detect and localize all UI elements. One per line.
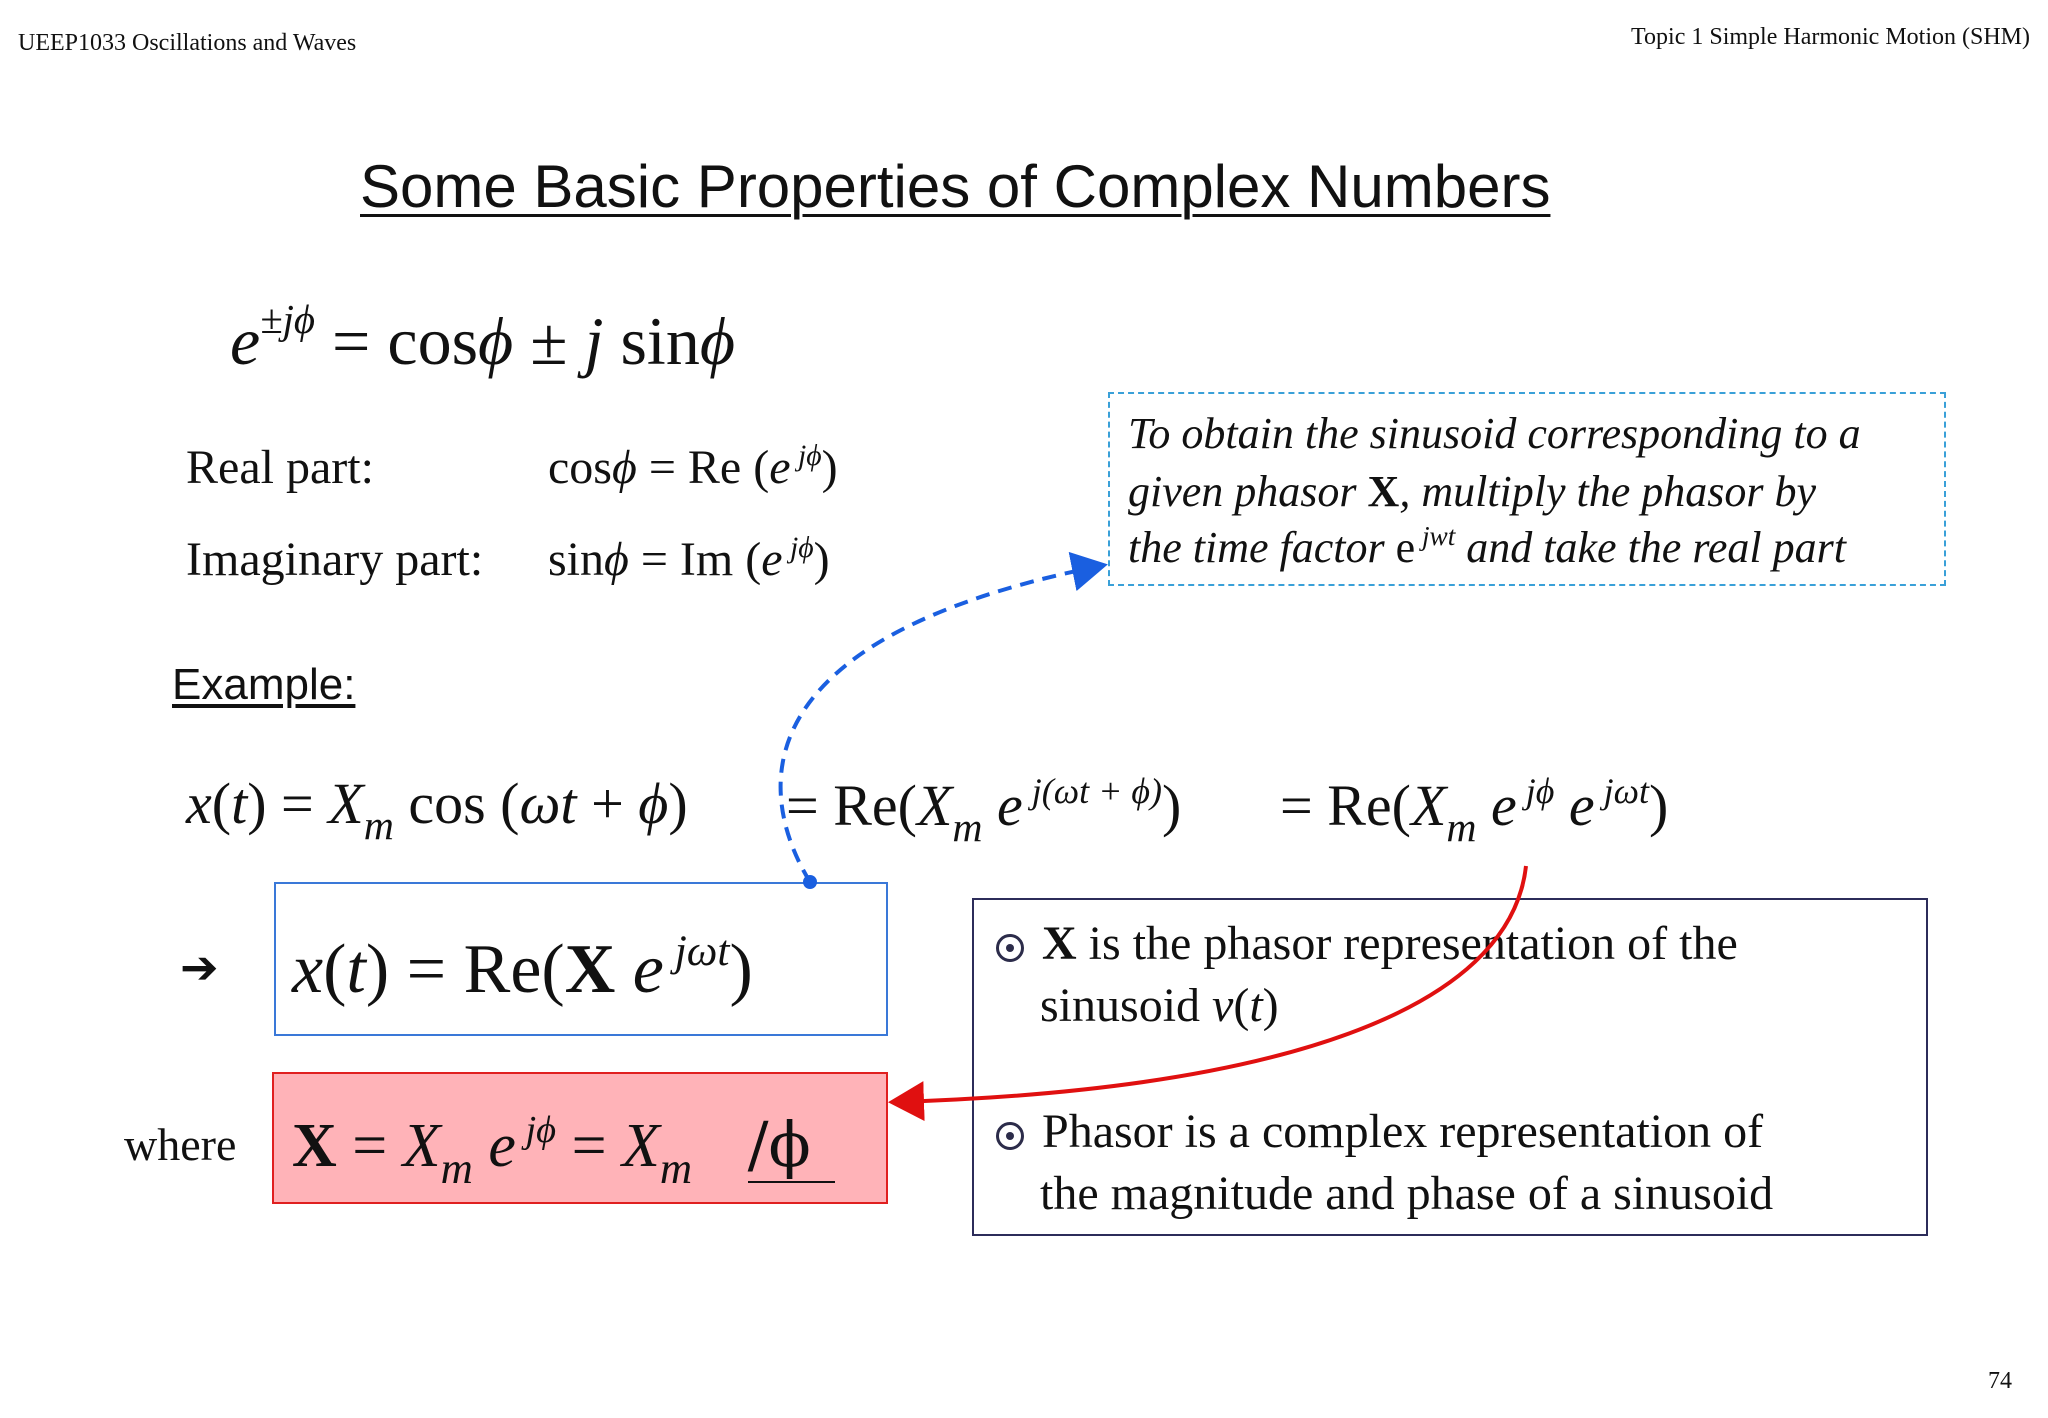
- angle-phi: /ϕ: [748, 1108, 835, 1183]
- bullet-1-line-2: [1040, 978, 1279, 1033]
- callout-line-3: [1128, 522, 1846, 573]
- page-number: 74: [1988, 1368, 2012, 1394]
- real-re: = Re (: [636, 441, 770, 494]
- ex-X: X: [328, 771, 364, 836]
- bullet-2-text: Phasor is a complex representation of: [1042, 1105, 1764, 1158]
- bullet-2-icon: [996, 1122, 1024, 1150]
- imag-close: ): [813, 533, 830, 586]
- where-label: where: [124, 1119, 237, 1170]
- bullet-1-line-1: [996, 916, 1738, 971]
- callout-e: e: [1395, 523, 1416, 572]
- res-e: e: [632, 931, 664, 1008]
- bullet-2-line-2: the magnitude and phase of a sinusoid: [1040, 1167, 1774, 1220]
- euler-phi-2: ϕ: [699, 303, 736, 379]
- res-X: X: [564, 931, 616, 1008]
- imag-part-formula: [548, 532, 830, 587]
- ph-m2: m: [659, 1142, 693, 1193]
- bullet-1-open: (: [1233, 979, 1250, 1032]
- imag-exp: jϕ: [782, 530, 814, 564]
- callout-line2-c: , multiply the phasor by: [1399, 467, 1817, 516]
- ex-e2: e: [1491, 773, 1517, 838]
- ex-close3: ): [1649, 773, 1669, 838]
- bullet-1-text: is the phasor representation of the: [1076, 917, 1738, 970]
- bullet-1-close: ): [1262, 979, 1279, 1032]
- topic-header: Topic 1 Simple Harmonic Motion (SHM): [1631, 24, 2030, 50]
- ex-exp3: jωt: [1594, 770, 1649, 811]
- ex-X3: X: [1410, 773, 1447, 838]
- example-equation-part3: [1280, 770, 1669, 851]
- ph-eq: =: [336, 1112, 403, 1180]
- example-equation-part1: $x(t) = X_m$ cos (ωt + ϕ): [186, 771, 688, 849]
- ph-Xm2: X: [622, 1112, 660, 1180]
- real-cos: cos: [548, 441, 612, 494]
- euler-j: j: [584, 303, 604, 379]
- ex-eq2: = Re(: [786, 773, 917, 838]
- ph-e: e: [488, 1112, 516, 1180]
- callout-phasor-x: X: [1367, 467, 1400, 516]
- euler-phi-1: ϕ: [478, 303, 514, 379]
- res-re: = Re(: [389, 931, 565, 1008]
- example-equation-part2: [786, 770, 1182, 851]
- euler-e: e: [230, 303, 261, 379]
- res-close: ): [729, 931, 753, 1008]
- bullet-1-icon: [996, 934, 1024, 962]
- result-equation: x(t) = Re(X e $^{j\omega t}$): [292, 927, 753, 1008]
- ex-X2: X: [916, 773, 953, 838]
- imag-part-label: Imaginary part:: [186, 533, 484, 586]
- course-header: UEEP1033 Oscillations and Waves: [18, 30, 357, 56]
- imag-sin: sin: [548, 533, 605, 586]
- callout-line-1: To obtain the sinusoid corresponding to a: [1128, 409, 1861, 458]
- real-exp: jϕ: [790, 438, 822, 472]
- bullet-1-t: t: [1249, 979, 1263, 1032]
- ex-m2: m: [952, 804, 983, 851]
- euler-pm: ±: [513, 303, 585, 379]
- ex-exp1: j(ωt + ϕ): [1022, 770, 1162, 811]
- ex-eq3: = Re(: [1280, 773, 1411, 838]
- ex-e1: e: [997, 773, 1023, 838]
- imag-phi: ϕ: [604, 533, 629, 586]
- ex-eq1: =: [266, 771, 329, 836]
- slide-title: Some Basic Properties of Complex Numbers: [360, 153, 1551, 220]
- ex-phi: ϕ: [638, 771, 669, 836]
- bullet-2-line-1: [996, 1104, 1763, 1159]
- real-e: e: [769, 441, 791, 494]
- callout-line2-a: given phasor: [1128, 467, 1368, 516]
- ex-m: m: [363, 802, 394, 849]
- ex-t: t: [231, 771, 248, 836]
- ex-plus: +: [576, 771, 639, 836]
- ph-X: X: [292, 1112, 337, 1180]
- ex-cos: cos (: [393, 771, 520, 836]
- real-phi: ϕ: [611, 441, 637, 494]
- euler-eq-cos: = cos: [315, 303, 479, 379]
- bullet-1-sinusoid: sinusoid: [1040, 979, 1213, 1032]
- ph-exp: jϕ: [515, 1109, 557, 1152]
- ph-m: m: [440, 1142, 473, 1193]
- ph-Xm: X: [402, 1112, 441, 1180]
- bullet-1-bold-x: X: [1042, 917, 1077, 970]
- res-exp: jωt: [663, 927, 730, 976]
- ex-m3: m: [1446, 804, 1477, 851]
- callout-line3-c: and take the real part: [1455, 523, 1846, 572]
- callout-exp: jwt: [1415, 521, 1456, 552]
- euler-exponent: ±jϕ: [260, 297, 316, 343]
- euler-formula: [230, 297, 736, 381]
- ex-wt: ωt: [519, 771, 577, 836]
- imag-im: = Im (: [628, 533, 762, 586]
- ex-close2: ): [1161, 773, 1182, 838]
- ex-x: x: [186, 771, 212, 836]
- res-x: x: [292, 931, 324, 1008]
- callout-line3-a: the time factor: [1128, 523, 1396, 572]
- ex-close1: ): [668, 771, 688, 836]
- implies-arrow-icon: ➔: [180, 940, 219, 994]
- example-label: Example:: [172, 660, 356, 709]
- res-t: t: [346, 931, 366, 1008]
- real-part-label: Real part:: [186, 441, 374, 494]
- ex-e3: e: [1568, 773, 1595, 838]
- imag-e: e: [761, 533, 783, 586]
- phasor-equation: [292, 1108, 835, 1193]
- bullet-1-v: v: [1212, 979, 1234, 1032]
- callout-line-2: [1128, 466, 1816, 517]
- ex-exp2: jϕ: [1516, 770, 1555, 811]
- euler-sin: sin: [603, 303, 700, 379]
- real-close: ): [821, 441, 838, 494]
- ph-eq2: =: [556, 1112, 623, 1180]
- real-part-formula: [548, 440, 838, 495]
